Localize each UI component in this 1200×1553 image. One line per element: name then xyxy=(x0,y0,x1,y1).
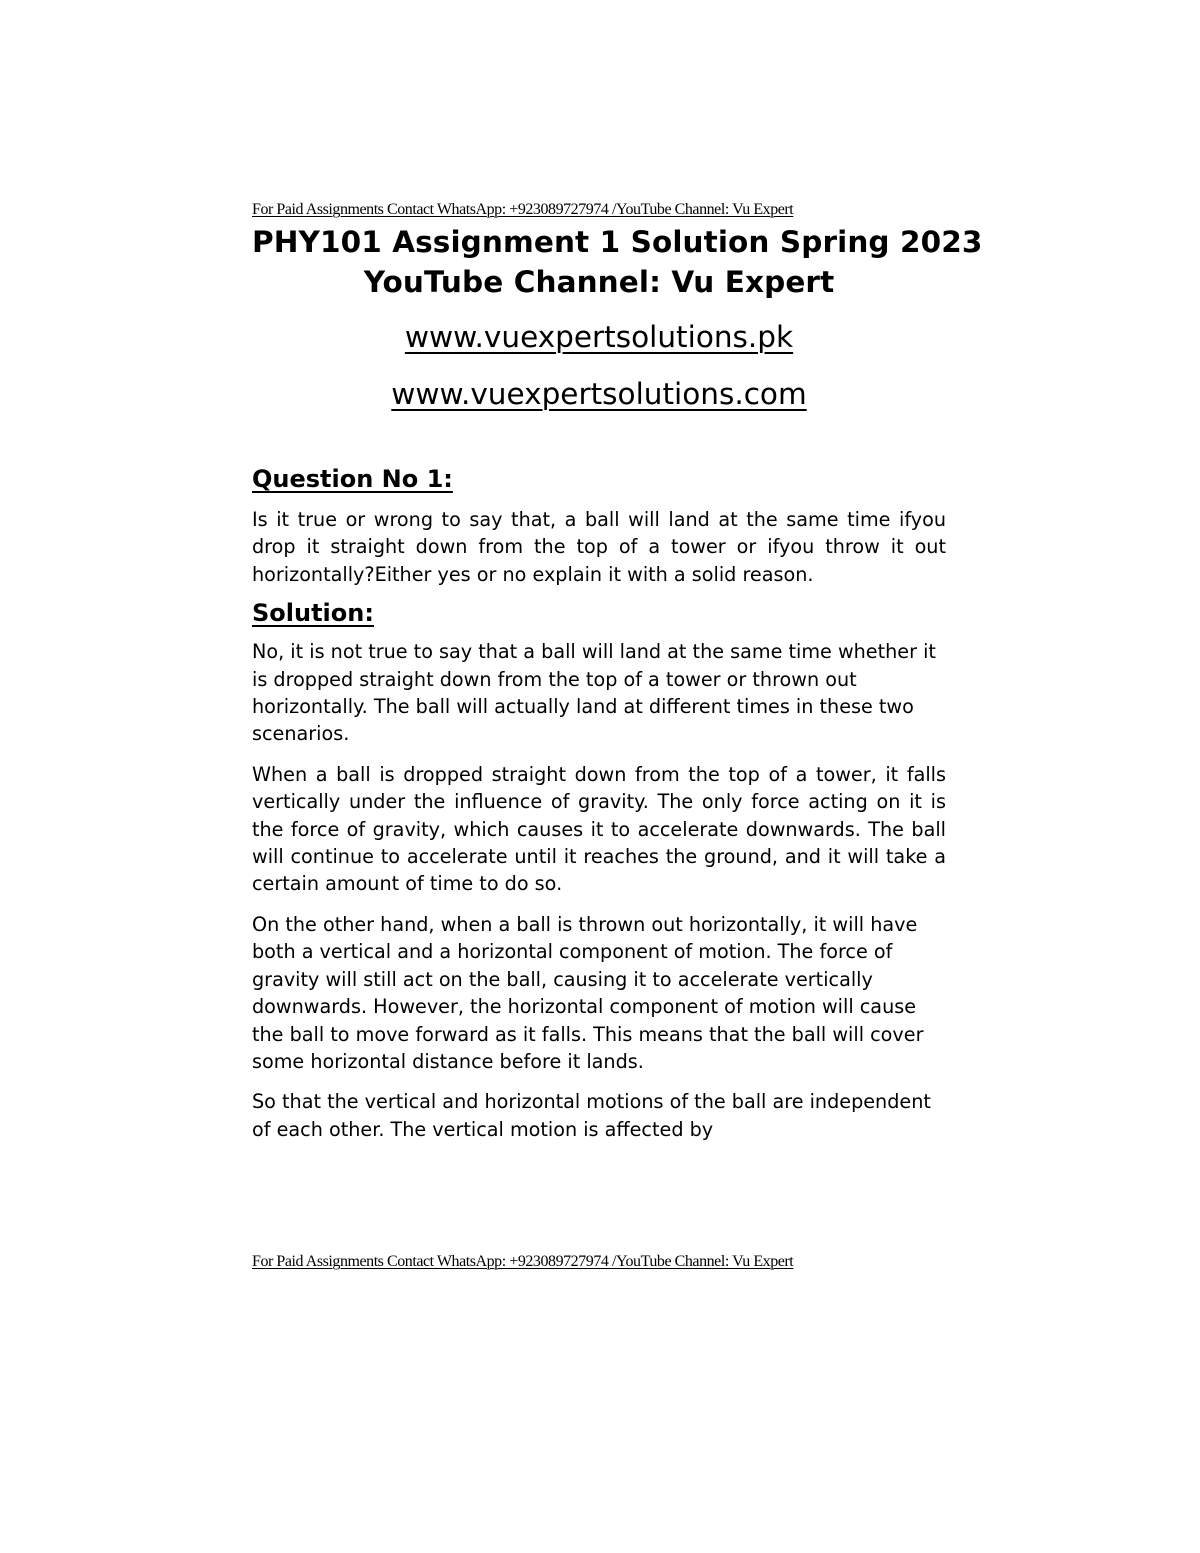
footer-contact-note: For Paid Assignments Contact WhatsApp: +923089727974 /YouTube Channel: Vu Expert xyxy=(252,1253,794,1270)
solution-paragraph-4: So that the vertical and horizontal motions of the ball are independent of each other. The vertical motion is affected by xyxy=(252,1090,931,1141)
solution-heading: Solution: xyxy=(252,599,374,628)
solution-paragraph-2: When a ball is dropped straight down from the top of a tower, it falls vertically under the influence of gravity. The only force acting on it is the force of gravity, which causes it to accelerate downwards. The ball will continue to accelerate until it reaches the ground, and it will take a certain amount of time to do so. xyxy=(252,762,946,896)
solution-paragraph-3: On the other hand, when a ball is thrown out horizontally, it will have both a vertical and a horizontal component of motion. The force of gravity will still act on the ball, causing it to accelerate vertically downwards. However, the horizontal component of motion will cause the ball to move forward as it falls. This means that the ball will cover some horizontal distance before it lands. xyxy=(252,912,924,1073)
title-line-1: PHY101 Assignment 1 Solution Spring 2023 xyxy=(252,225,983,259)
website-link-pk[interactable]: www.vuexpertsolutions.pk xyxy=(404,320,794,354)
website-link-com[interactable]: www.vuexpertsolutions.com xyxy=(391,377,807,411)
question-heading: Question No 1: xyxy=(252,465,453,493)
question-text: Is it true or wrong to say that, a ball will land at the same time ifyou drop it straight down from the top of a tower or ifyou throw it out horizontally?Either yes or no explain it with a solid reason. xyxy=(252,508,946,586)
header-contact-note: For Paid Assignments Contact WhatsApp: +923089727974 /YouTube Channel: Vu Expert xyxy=(252,201,794,218)
document-title xyxy=(252,222,983,302)
title-line-2: YouTube Channel: Vu Expert xyxy=(363,265,835,299)
page-content xyxy=(252,198,983,1143)
solution-paragraph-1: No, it is not true to say that a ball will land at the same time whether it is dropped straight down from the top of a tower or thrown out horizontally. The ball will actually land at different times in these two scenarios. xyxy=(252,640,936,746)
